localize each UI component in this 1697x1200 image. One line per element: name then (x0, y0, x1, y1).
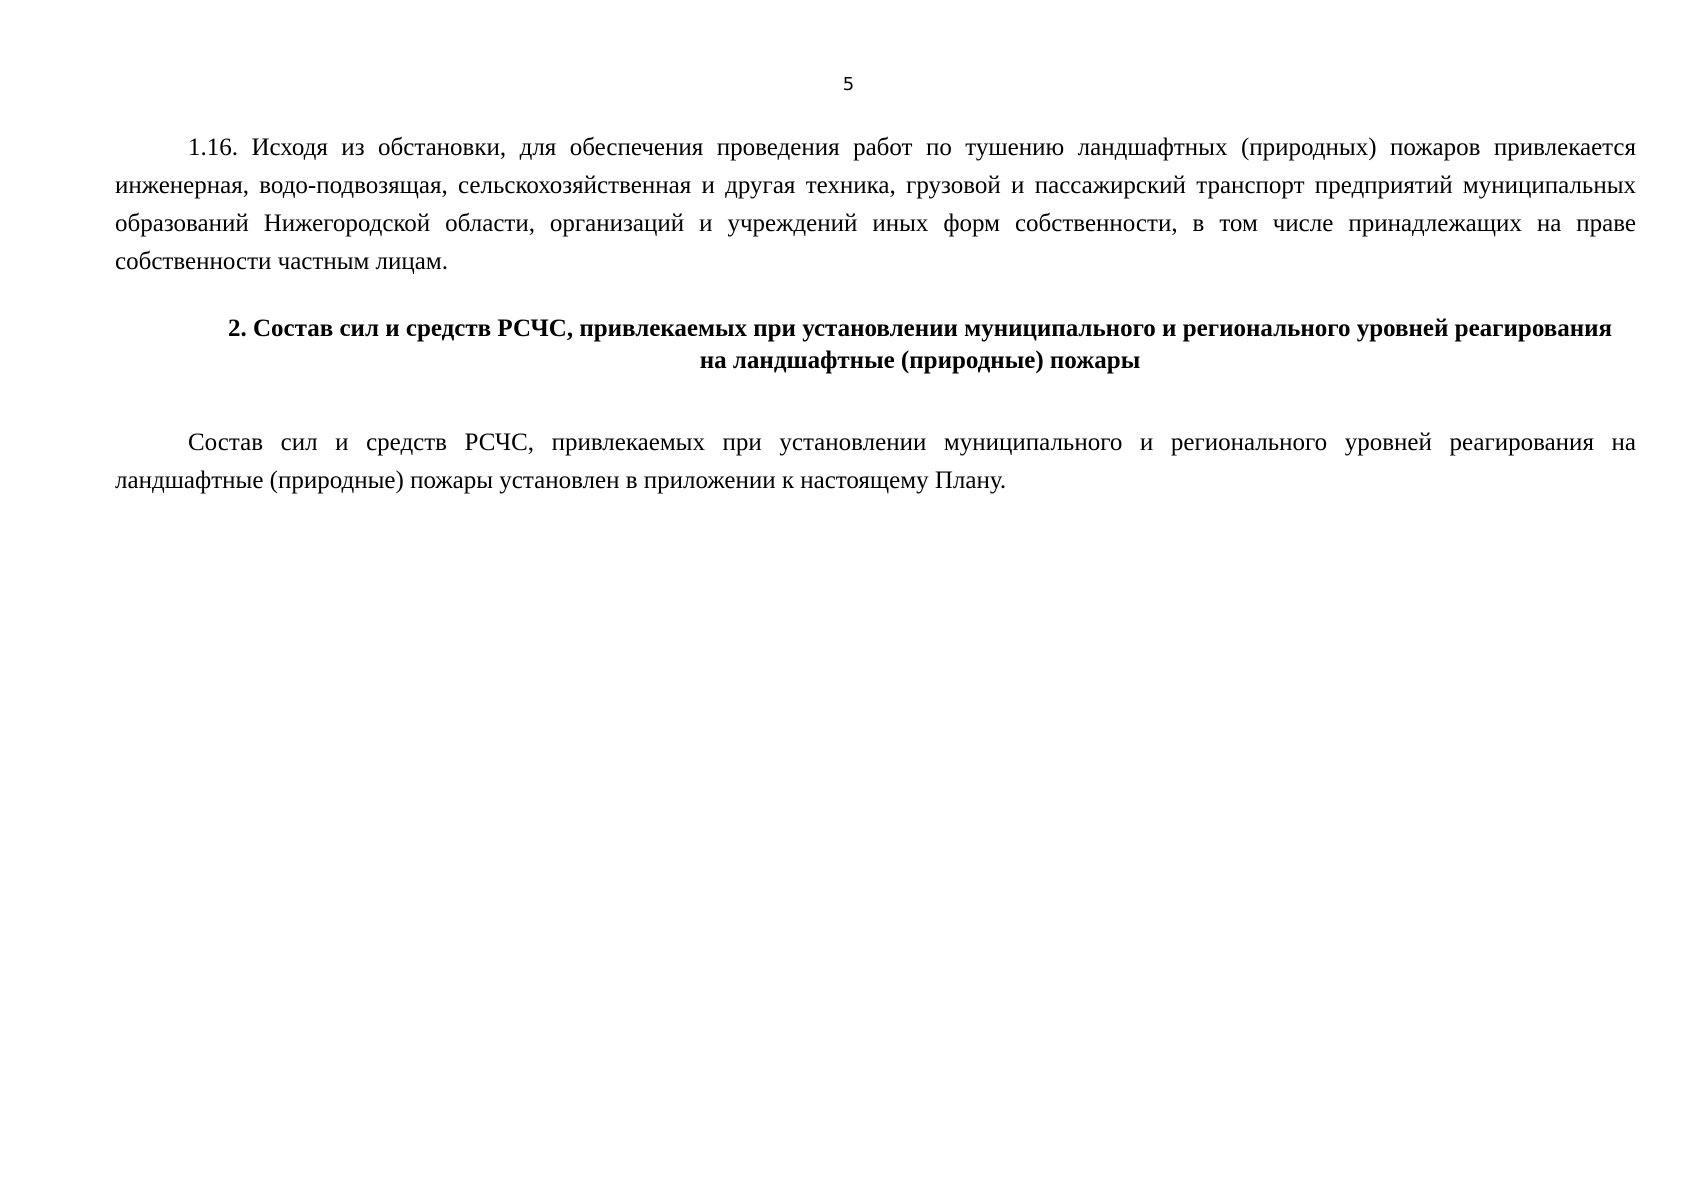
paragraph-1-16: 1.16. Исходя из обстановки, для обеспечения проведения работ по тушению ландшафтных (природных) пожаров привлекается инженерная, водо-подвозящая, сельскохозяйственная и другая техника, грузовой и пассажирский транспорт предприятий муниципальных образований Нижегородской области, организаций и учреждений иных форм собственности, в том числе принадлежащих на праве собственности частным лицам. (115, 134, 1636, 275)
page-number: 5 (842, 74, 855, 95)
section-2-heading: 2. Состав сил и средств РСЧС, привлекаемых при установлении муниципального и регионального уровней реагирования на ландшафтные (природные) пожары (227, 315, 1613, 374)
section-2-paragraph: Состав сил и средств РСЧС, привлекаемых при установлении муниципального и регионального уровней реагирования на ландшафтные (природные) пожары установлен в приложении к настоящему Плану. (115, 429, 1636, 494)
